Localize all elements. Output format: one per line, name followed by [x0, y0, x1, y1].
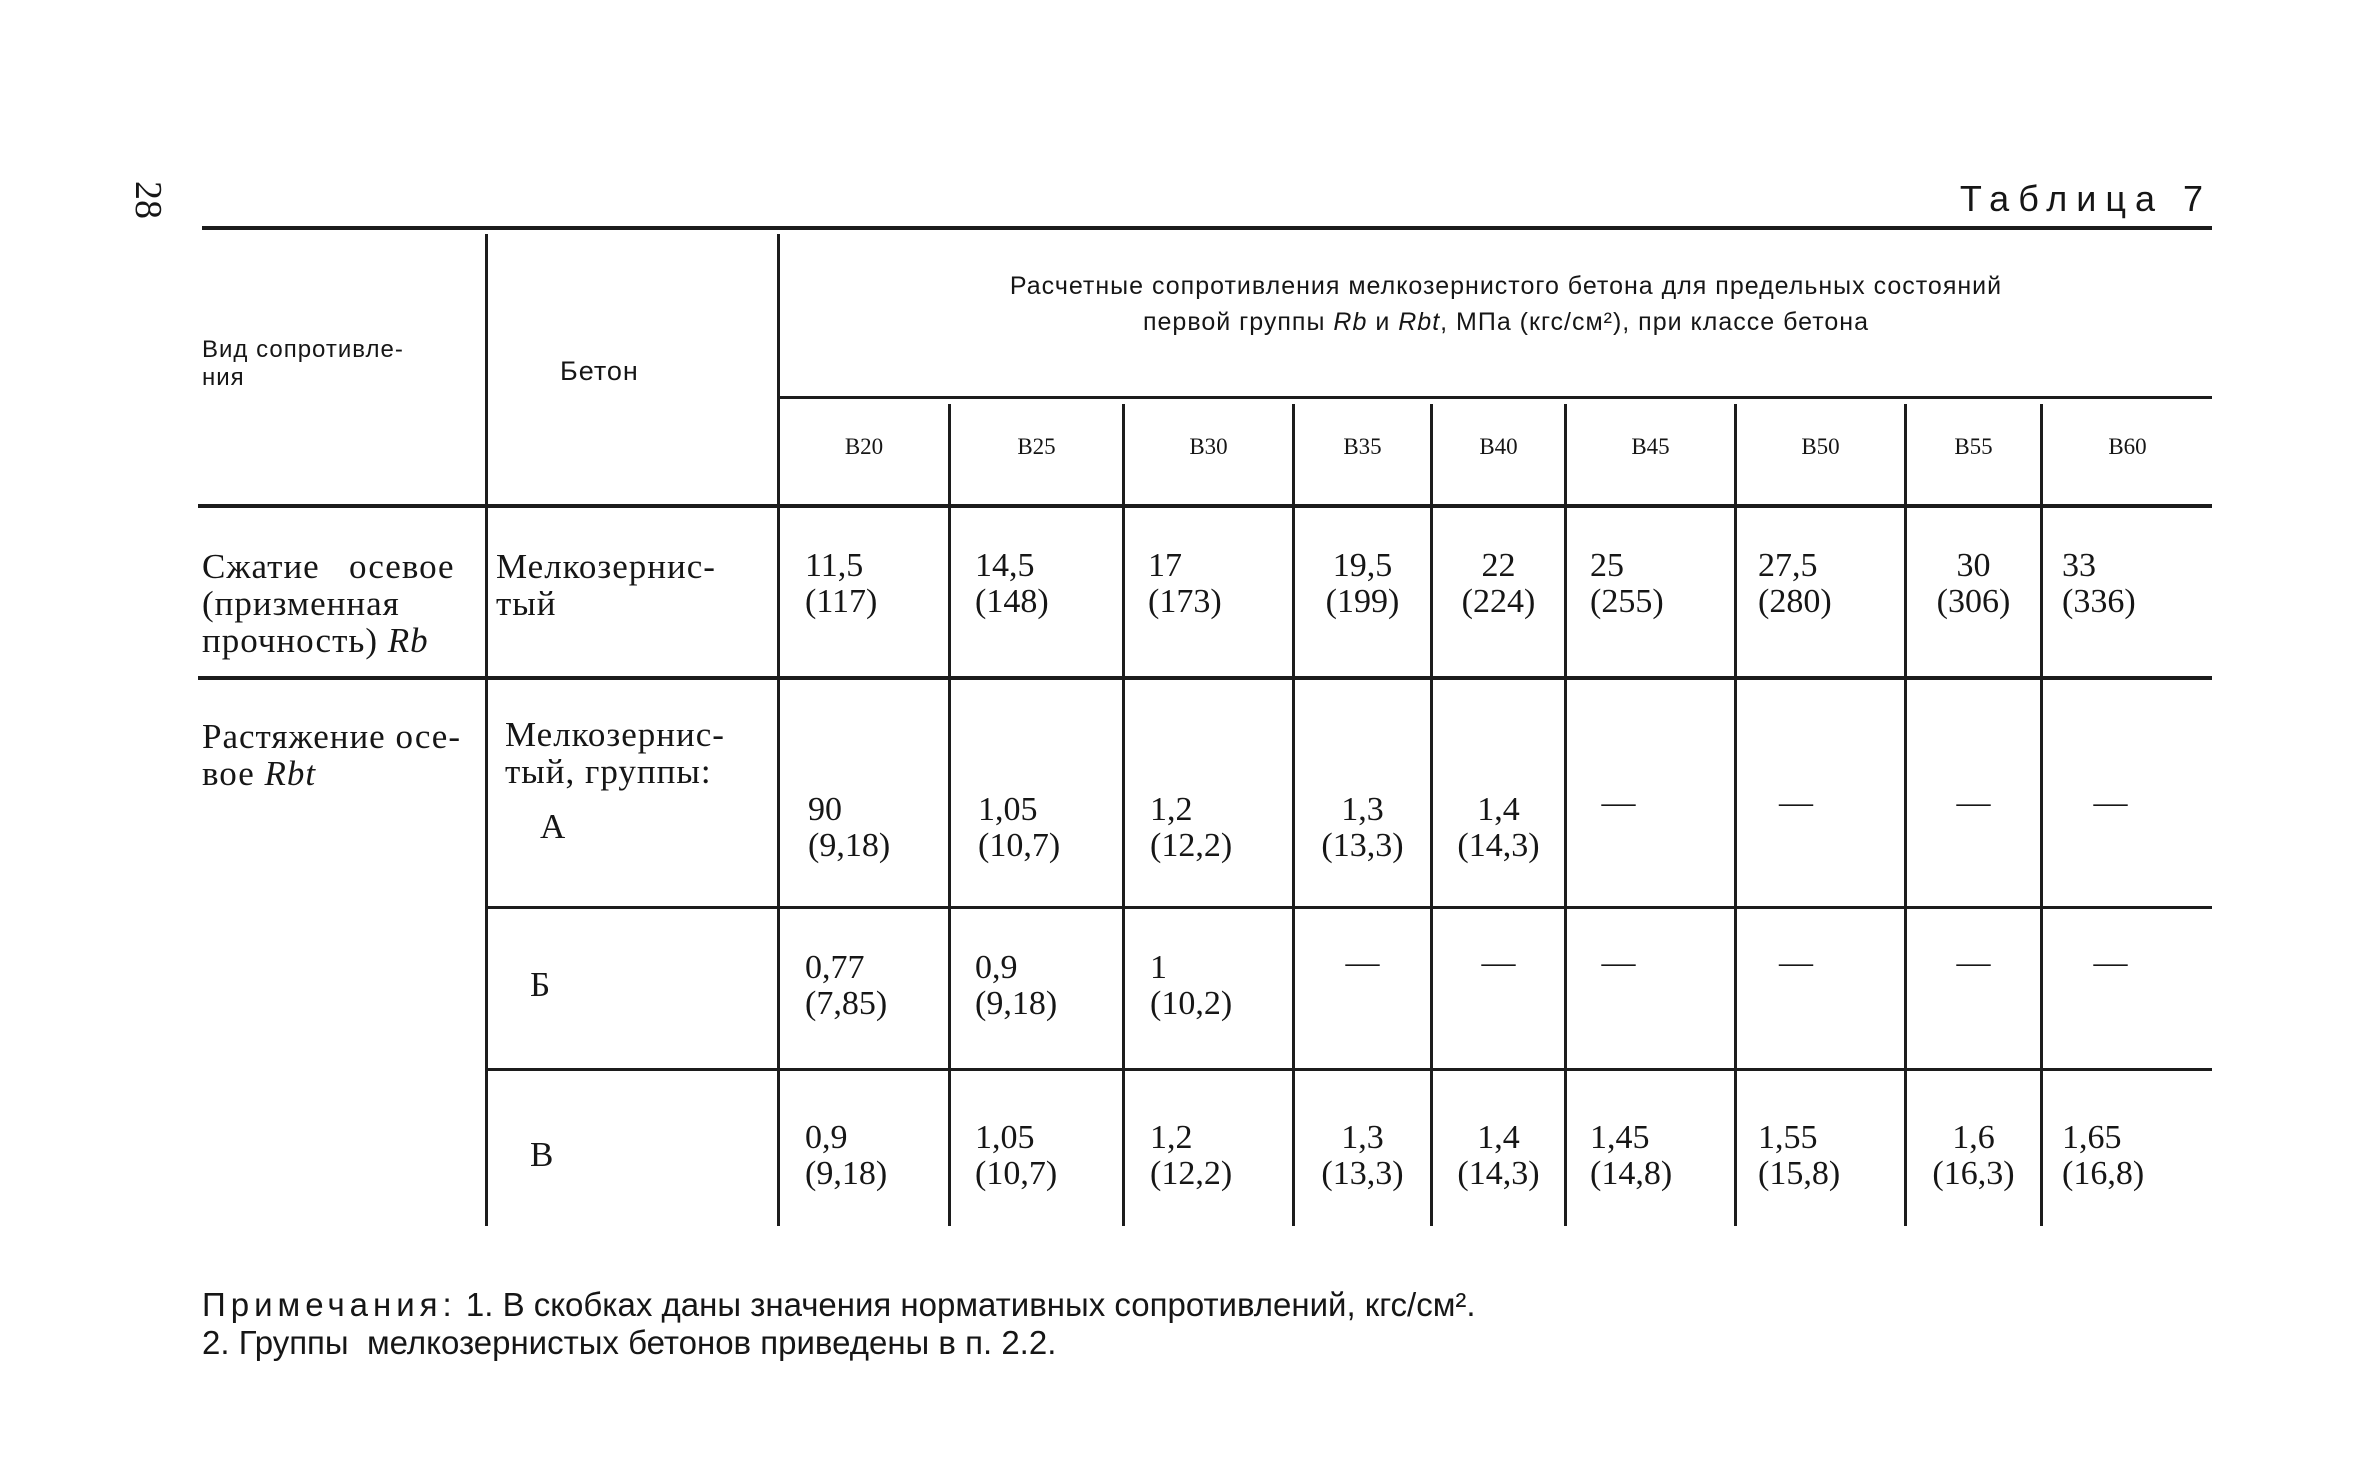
row-tension-concrete: Мелкозернис- тый, группы: — [505, 715, 725, 791]
value-groupV-b45: 1,45 (14,8) — [1590, 1119, 1673, 1192]
group-v-label: В — [530, 1135, 555, 1174]
value-compression-b20: 11,5 (117) — [805, 547, 878, 620]
header-kind-of-resistance: Вид сопротивле- ния — [202, 336, 404, 391]
value-groupA-b60: — — [2093, 784, 2128, 821]
concrete-column-rule — [777, 234, 780, 1226]
class-rule-b25 — [948, 404, 951, 1226]
class-b50: В50 — [1801, 434, 1840, 459]
row1-bottom-rule — [198, 676, 2212, 680]
value-groupV-b35: 1,3 (13,3) — [1321, 1119, 1404, 1192]
row-tension-label — [202, 718, 461, 792]
value-groupA-b30: 1,2 (12,2) — [1150, 791, 1233, 864]
class-b35: В35 — [1343, 434, 1382, 459]
class-b30: В30 — [1189, 434, 1228, 459]
note-2: 2. Группы мелкозернистых бетонов приведены в п. 2.2. — [202, 1324, 1057, 1361]
row-compression-label — [202, 548, 455, 659]
value-groupV-b50: 1,55 (15,8) — [1758, 1119, 1841, 1192]
class-b60: В60 — [2108, 434, 2147, 459]
table-notes — [202, 1286, 1476, 1362]
compression-label-text: Сжатие осевое (призменная прочность) — [202, 547, 455, 660]
class-rule-b30 — [1122, 404, 1125, 1226]
header-concrete: Бетон — [560, 356, 639, 386]
row-compression-concrete: Мелкозернис- тый — [496, 547, 716, 623]
value-compression-b30: 17 (173) — [1148, 547, 1222, 620]
class-b40: В40 — [1479, 434, 1518, 459]
value-groupV-b25: 1,05 (10,7) — [975, 1119, 1058, 1192]
value-groupB-b20: 0,77 (7,85) — [805, 949, 888, 1022]
value-compression-b50: 27,5 (280) — [1758, 547, 1832, 620]
header-design-resistance-line1: Расчетные сопротивления мелкозернистого бетона для предельных состояний — [1009, 272, 2003, 300]
value-compression-b25: 14,5 (148) — [975, 547, 1049, 620]
rbt-symbol-row: Rbt — [264, 754, 317, 793]
value-groupV-b40: 1,4 (14,3) — [1457, 1119, 1540, 1192]
class-b25: В25 — [1017, 434, 1056, 459]
value-groupA-b35: 1,3 (13,3) — [1321, 791, 1404, 864]
rb-symbol-row: Rb — [387, 621, 429, 660]
note-line-1 — [202, 1286, 1476, 1324]
value-groupB-b40: — — [1481, 944, 1516, 981]
value-groupB-b45: — — [1601, 944, 1636, 981]
value-compression-b40: 22 (224) — [1461, 547, 1536, 620]
class-header-rule — [780, 396, 2212, 399]
value-groupA-b20: 90 (9,18) — [808, 791, 891, 864]
rowB-bottom-rule — [488, 1068, 2212, 1071]
value-groupV-b60: 1,65 (16,8) — [2062, 1119, 2145, 1192]
value-groupB-b35: — — [1345, 944, 1380, 981]
value-groupB-b50: — — [1779, 944, 1813, 981]
header-line2-and: и — [1375, 308, 1391, 336]
value-compression-b35: 19,5 (199) — [1325, 547, 1400, 620]
value-groupV-b20: 0,9 (9,18) — [805, 1119, 888, 1192]
value-compression-b55: 30 (306) — [1936, 547, 2011, 620]
group-a-label: А — [540, 807, 567, 846]
tension-label-text: Растяжение осе- вое — [202, 717, 461, 793]
header-bottom-rule — [198, 504, 2212, 508]
class-b55: В55 — [1954, 434, 1993, 459]
group-b-label: Б — [530, 965, 552, 1004]
header-line2-part-a: первой группы — [1142, 308, 1326, 336]
class-b20: В20 — [844, 434, 884, 459]
value-compression-b60: 33 (336) — [2062, 547, 2136, 620]
class-b45: В45 — [1631, 434, 1670, 459]
header-design-resistance-line2 — [800, 308, 2212, 337]
value-groupA-b45: — — [1601, 784, 1636, 821]
table-top-rule — [202, 226, 2212, 230]
note-1: 1. В скобках даны значения нормативных сопротивлений, кгс/см². — [465, 1286, 1476, 1323]
value-compression-b45: 25 (255) — [1590, 547, 1664, 620]
table-caption: Таблица 7 — [1959, 178, 2212, 219]
value-groupA-b55: — — [1956, 784, 1991, 821]
value-groupB-b25: 0,9 (9,18) — [975, 949, 1058, 1022]
rbt-symbol: Rbt — [1398, 308, 1441, 336]
rowA-bottom-rule — [488, 906, 2212, 909]
rb-symbol: Rb — [1333, 308, 1368, 336]
notes-label: Примечания: — [202, 1286, 457, 1323]
value-groupV-b55: 1,6 (16,3) — [1932, 1119, 2015, 1192]
value-groupA-b25: 1,05 (10,7) — [978, 791, 1061, 864]
value-groupA-b50: — — [1779, 784, 1813, 821]
value-groupB-b30: 1 (10,2) — [1150, 949, 1233, 1022]
value-groupB-b55: — — [1956, 944, 1991, 981]
value-groupV-b30: 1,2 (12,2) — [1150, 1119, 1233, 1192]
kind-column-rule — [485, 234, 488, 1226]
header-line2-part-b: , МПа (кгс/см²), при классе бетона — [1440, 308, 1869, 336]
value-groupA-b40: 1,4 (14,3) — [1457, 791, 1540, 864]
value-groupB-b60: — — [2093, 944, 2128, 981]
page-number: 28 — [127, 181, 169, 219]
